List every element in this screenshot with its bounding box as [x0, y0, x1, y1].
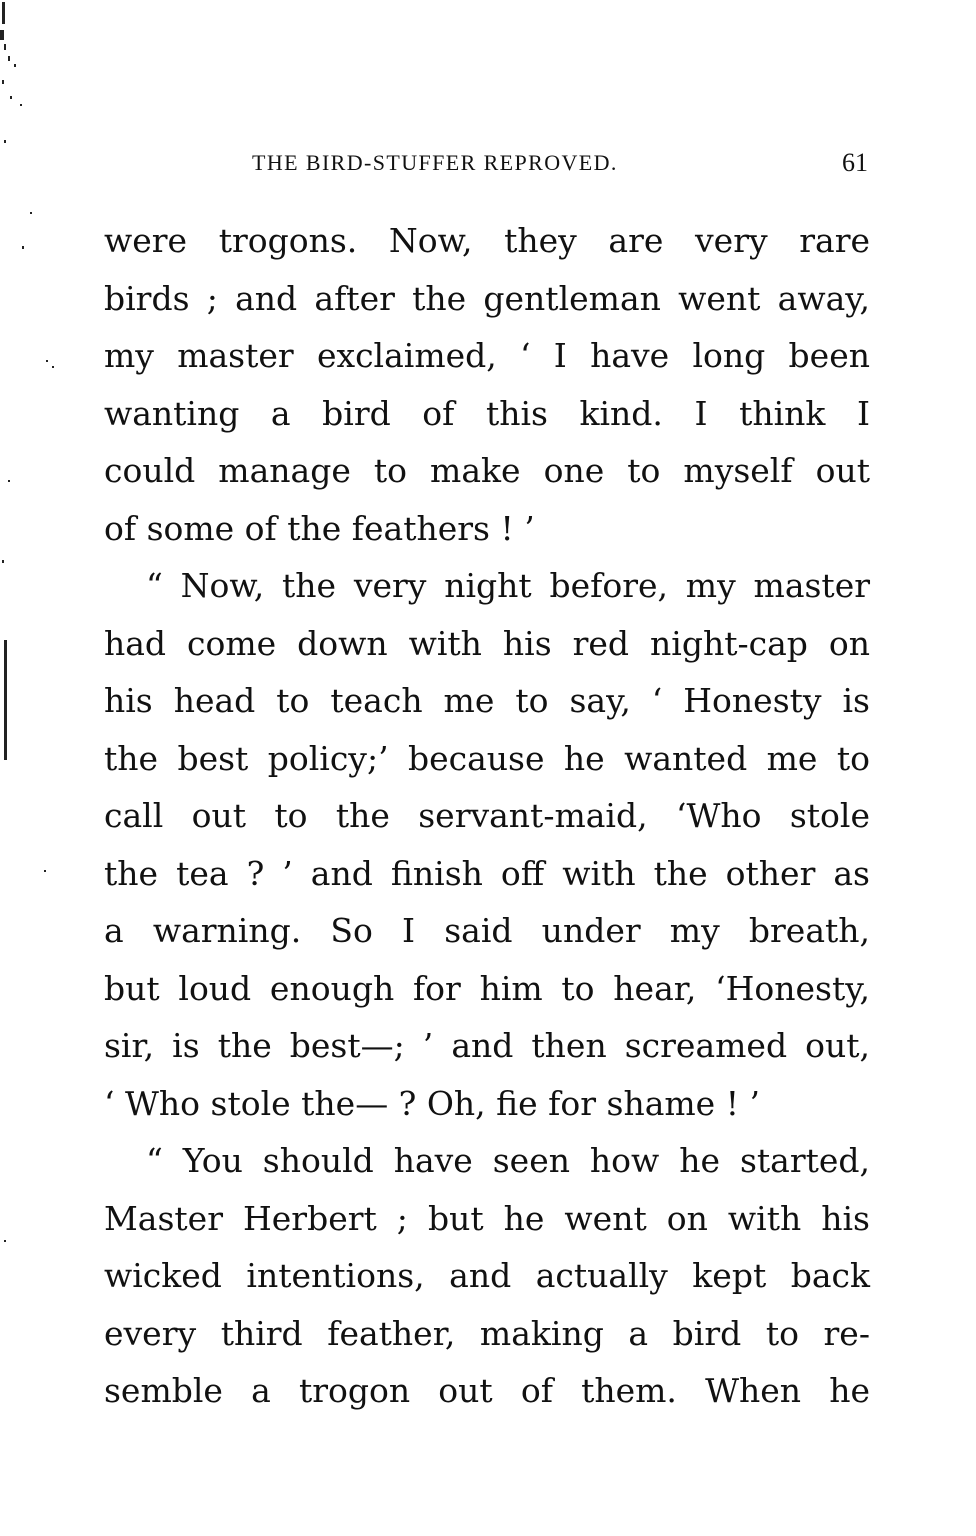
text-line: a warning. So I said under my breath,: [104, 911, 870, 950]
text-line: his head to teach me to say, ‘ Honesty is: [104, 681, 870, 720]
text-line: birds ; and after the gentleman went away,: [104, 278, 870, 318]
text-line: were trogons. Now, they are very rare: [104, 221, 870, 260]
text-line: but loud enough for him to hear, ‘Honesty,: [104, 968, 870, 1008]
text-line: every third feather, making a bird to re-: [104, 1313, 870, 1353]
text-line: wicked intentions, and actually kept back: [104, 1256, 870, 1295]
body-text: [104, 212, 870, 1420]
text-line: the best policy;’ because he wanted me to: [104, 738, 870, 778]
text-line: had come down with his red night-cap on: [104, 623, 870, 663]
text-line: call out to the servant-maid, ‘Who stole: [104, 796, 870, 835]
text-line: ‘ Who stole the— ? Oh, fie for shame ! ’: [104, 1083, 760, 1123]
text-line: “ You should have seen how he started,: [146, 1141, 870, 1180]
page-number: 61: [842, 148, 868, 177]
running-title: THE BIRD-STUFFER REPROVED.: [252, 150, 618, 175]
text-line: “ Now, the very night before, my master: [146, 566, 870, 605]
binding-edge-marks: [0, 0, 60, 1536]
text-line: of some of the feathers ! ’: [104, 508, 535, 548]
text-line: the tea ? ’ and finish off with the other as: [104, 853, 870, 893]
text-line: my master exclaimed, ‘ I have long been: [104, 336, 870, 375]
text-line: could manage to make one to myself out: [104, 451, 870, 490]
text-line: wanting a bird of this kind. I think I: [104, 393, 870, 433]
running-head: [104, 146, 870, 182]
text-line: semble a trogon out of them. When he: [104, 1371, 870, 1410]
text-line: sir, is the best—; ’ and then screamed out,: [104, 1026, 870, 1065]
text-line: Master Herbert ; but he went on with his: [104, 1198, 870, 1238]
